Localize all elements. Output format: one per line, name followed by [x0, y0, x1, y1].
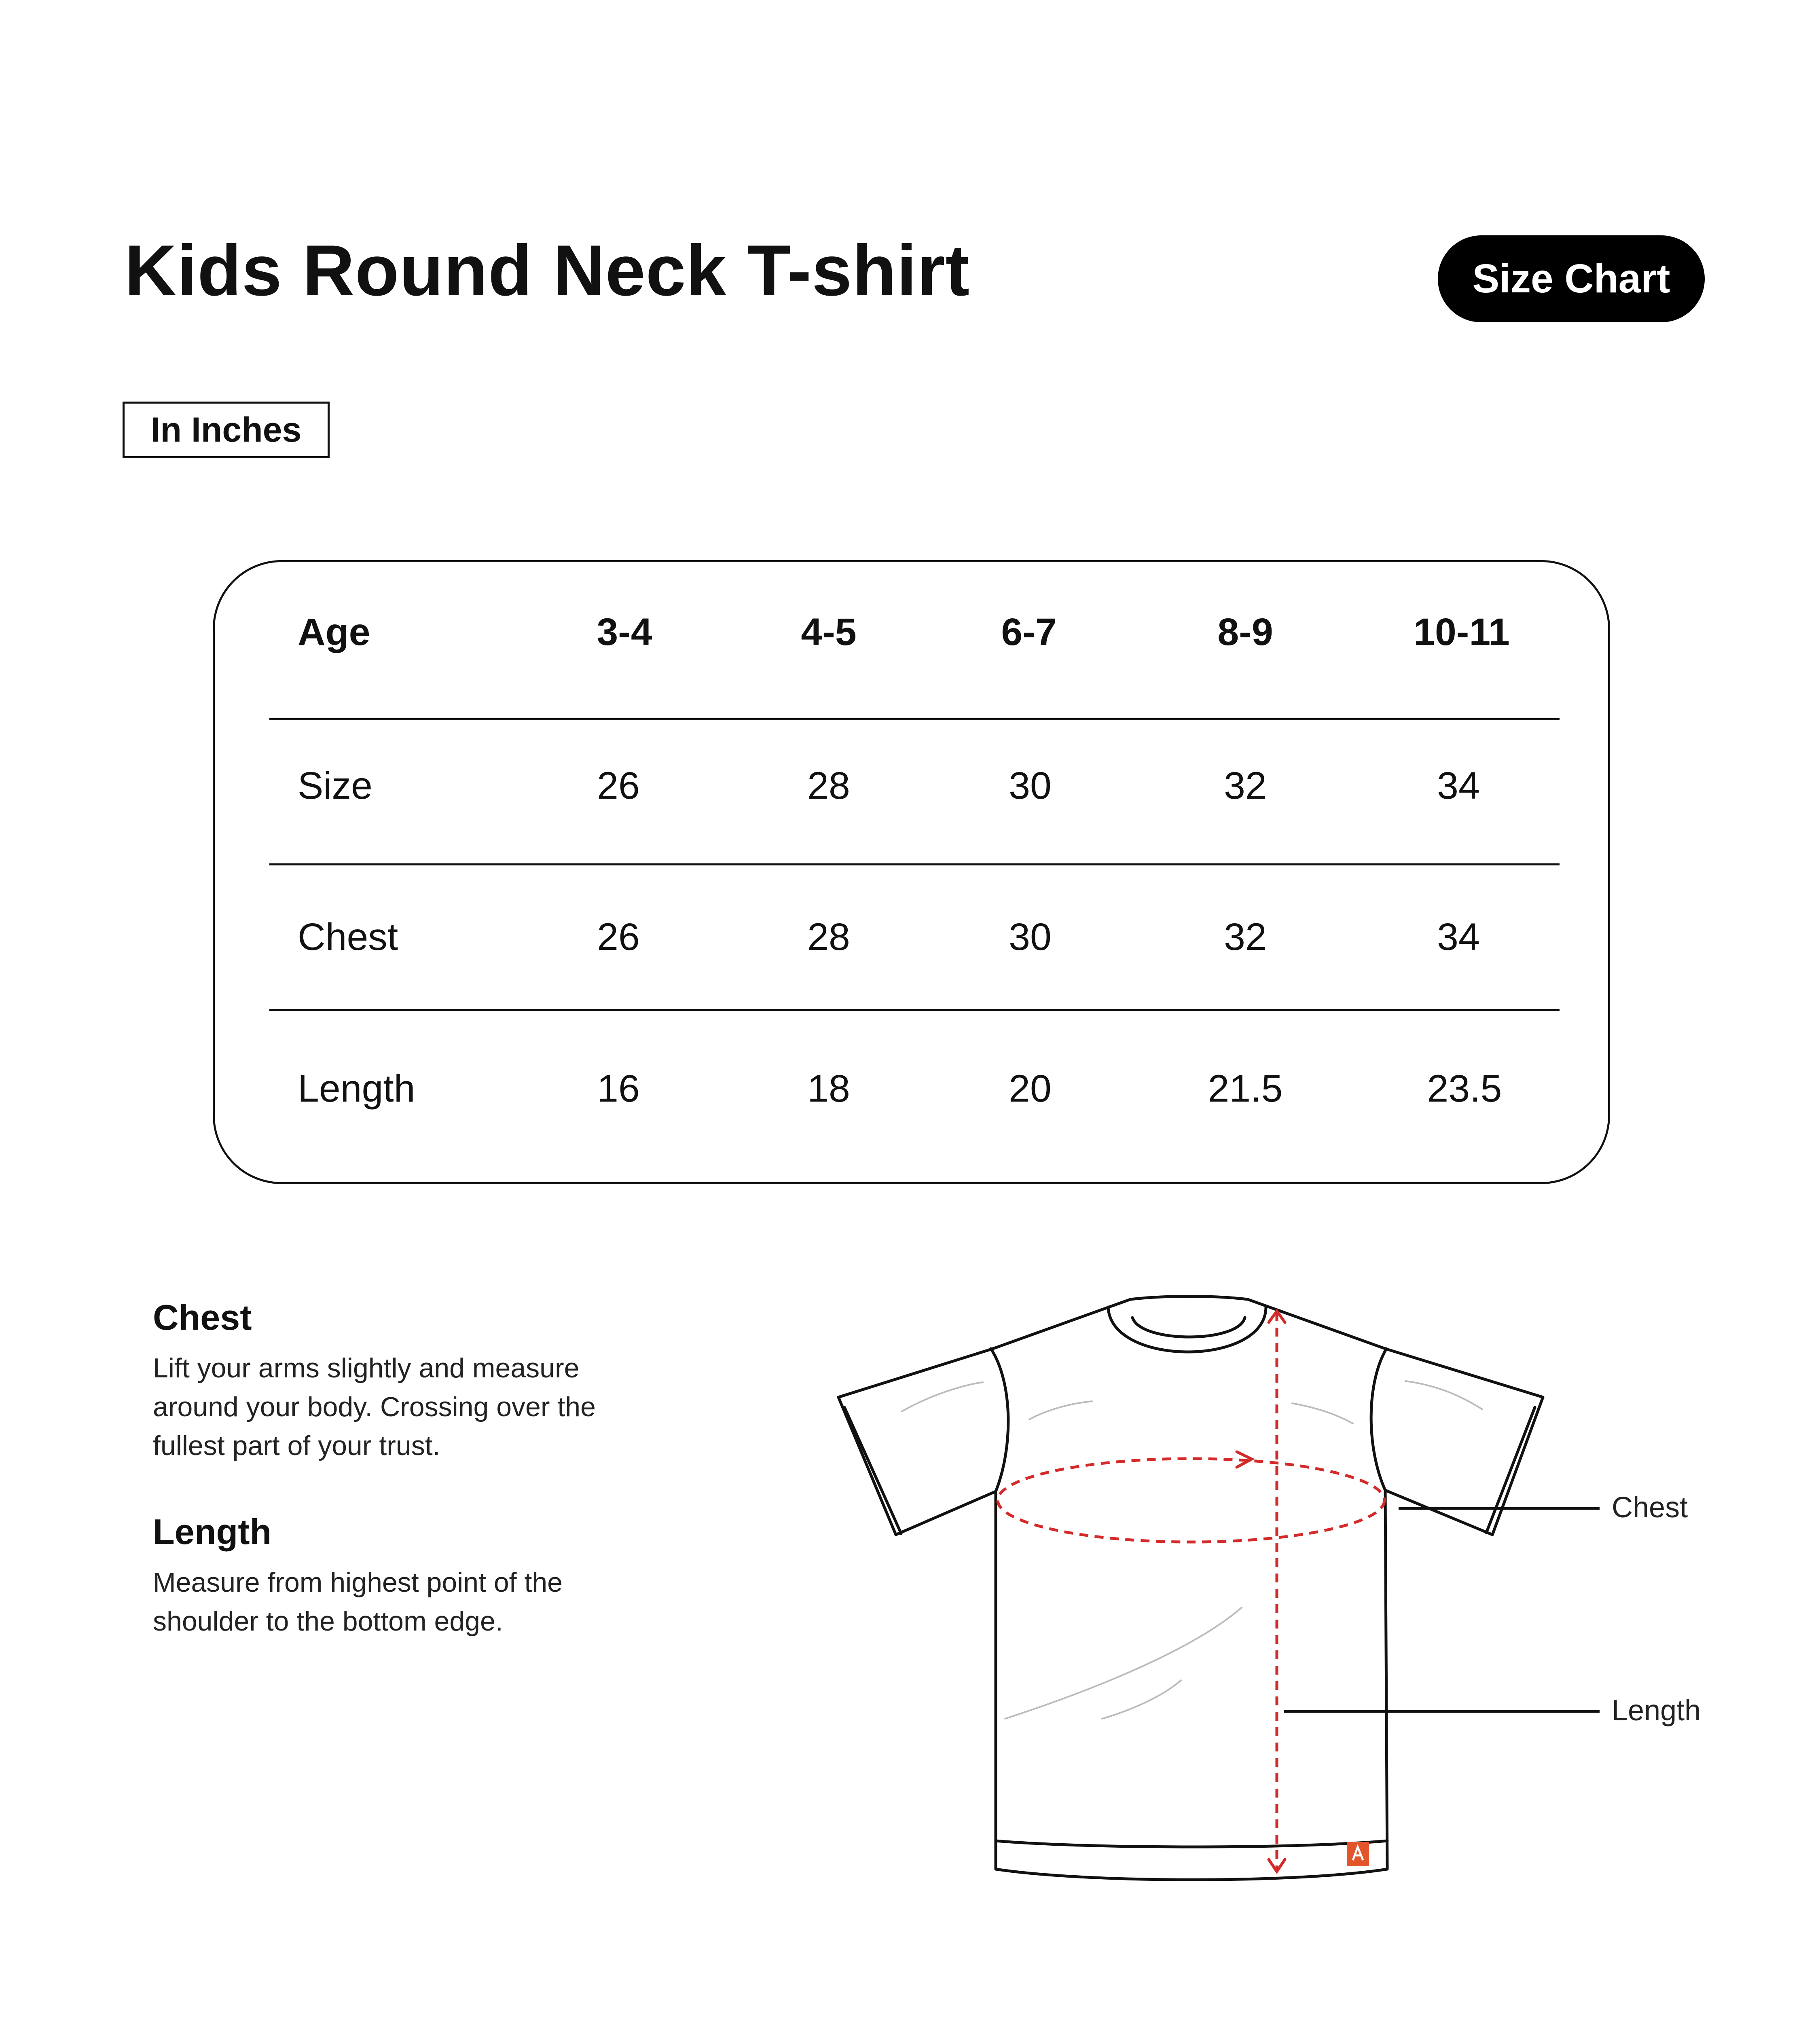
fabric-fold-lines	[902, 1381, 1482, 1719]
t-shirt-outline	[838, 1297, 1543, 1880]
callout-lines	[1284, 1508, 1600, 1711]
table-cell: 23.5	[1427, 1067, 1502, 1110]
header-cell-age-8-9: 8-9	[1217, 611, 1273, 654]
table-cell: 30	[1009, 764, 1052, 807]
header-cell-age-10-11: 10-11	[1414, 611, 1510, 654]
row-label-chest: Chest	[298, 916, 398, 958]
table-cell: 21.5	[1208, 1067, 1283, 1110]
table-cell: 26	[597, 764, 640, 807]
page-title: Kids Round Neck T-shirt	[125, 230, 970, 311]
table-cell: 28	[807, 764, 850, 807]
chest-text-line: Lift your arms slightly and measure	[153, 1352, 580, 1383]
size-chart-badge: Size Chart	[1438, 235, 1705, 322]
length-text-line: Measure from highest point of the	[153, 1567, 563, 1598]
table-cell: 28	[807, 916, 850, 958]
row-label-size: Size	[298, 764, 372, 807]
header-cell-age-6-7: 6-7	[1001, 611, 1057, 654]
length-callout-label: Length	[1612, 1694, 1701, 1727]
header-cell-age-3-4: 3-4	[597, 611, 652, 654]
chest-callout-label: Chest	[1612, 1491, 1688, 1524]
table-cell: 32	[1224, 764, 1267, 807]
table-cell: 18	[807, 1067, 850, 1110]
chest-heading: Chest	[153, 1297, 252, 1337]
table-cell: 30	[1009, 916, 1052, 958]
table-cell: 16	[597, 1067, 640, 1110]
table-cell: 32	[1224, 916, 1267, 958]
table-cell: 34	[1437, 764, 1480, 807]
length-text-line: shoulder to the bottom edge.	[153, 1605, 503, 1637]
table-cell: 34	[1437, 916, 1480, 958]
table-cell: 20	[1009, 1067, 1052, 1110]
header-cell-age-4-5: 4-5	[801, 611, 857, 654]
length-heading: Length	[153, 1512, 272, 1552]
unit-label: In Inches	[123, 402, 330, 458]
measurement-guides	[998, 1312, 1384, 1870]
brand-tag-icon	[1347, 1842, 1369, 1866]
chest-text-line: around your body. Crossing over the	[153, 1391, 596, 1422]
header-cell-age: Age	[298, 611, 370, 654]
row-label-length: Length	[298, 1067, 415, 1110]
chest-text-line: fullest part of your trust.	[153, 1430, 440, 1461]
table-cell: 26	[597, 916, 640, 958]
